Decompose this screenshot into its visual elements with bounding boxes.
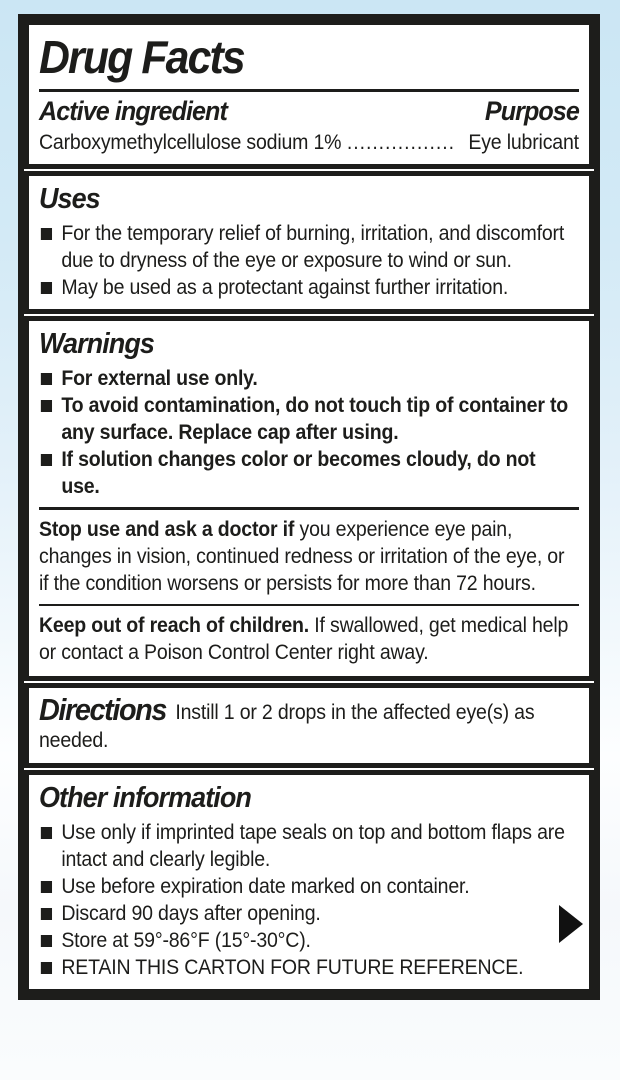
uses-bullet-text: May be used as a protectant against further irritation. (61, 276, 509, 299)
directions-line (39, 692, 579, 755)
purpose-value: Eye lubricant (468, 131, 579, 154)
other-info-bullet-text: Discard 90 days after opening. (61, 902, 321, 925)
warnings-divider (39, 507, 579, 510)
bullet-icon (41, 881, 52, 893)
uses-heading: Uses (39, 183, 100, 215)
drug-facts-title: Drug Facts (39, 31, 244, 83)
keep-out-lead: Keep out of reach of children. (39, 614, 310, 637)
bullet-icon (41, 962, 52, 974)
keep-out-paragraph (39, 612, 579, 666)
section-directions (24, 683, 594, 768)
other-info-bullet-text: Store at 59°-86°F (15°-30°C). (61, 929, 311, 952)
uses-bullet-item (39, 220, 579, 274)
warnings-bullet-item (39, 365, 579, 392)
active-ingredient-heading: Active ingredient (39, 96, 227, 126)
other-info-bullet-item (39, 900, 579, 927)
bullet-icon (41, 908, 52, 920)
continue-arrow-icon (559, 905, 583, 943)
section-warnings (24, 316, 594, 681)
other-info-bullet-item (39, 954, 579, 981)
other-info-bullet-item (39, 873, 579, 900)
warnings-bullet-text: If solution changes color or becomes cloudy, do not use. (61, 448, 536, 498)
uses-bullet-text: For the temporary relief of burning, irritation, and discomfort due to dryness of the eye or exposure to wind or sun. (61, 222, 565, 272)
warnings-bullet-item (39, 392, 579, 446)
warnings-bullet-item (39, 446, 579, 500)
section-title-active-ingredient (24, 20, 594, 169)
title-divider (39, 89, 579, 92)
other-info-bullet-text: RETAIN THIS CARTON FOR FUTURE REFERENCE. (61, 956, 524, 979)
warnings-divider (39, 604, 579, 607)
bullet-icon (41, 935, 52, 947)
bullet-icon (41, 400, 52, 412)
bullet-icon (41, 454, 52, 466)
bullet-icon (41, 827, 52, 839)
stop-use-paragraph (39, 516, 579, 597)
other-info-bullet-text: Use before expiration date marked on container. (61, 875, 470, 898)
bullet-icon (41, 373, 52, 385)
other-info-bullet-item (39, 927, 579, 954)
other-info-bullet-item (39, 819, 579, 873)
leader-dots: ................. (346, 131, 455, 154)
bullet-icon (41, 282, 52, 294)
section-uses (24, 171, 594, 314)
section-other-information (24, 770, 594, 994)
purpose-heading: Purpose (484, 96, 579, 126)
other-information-heading: Other information (39, 782, 251, 814)
bullet-icon (41, 228, 52, 240)
stop-use-lead: Stop use and ask a doctor if (39, 517, 295, 541)
uses-bullet-item (39, 274, 579, 301)
ingredient-name: Carboxymethylcellulose sodium 1% (39, 131, 342, 154)
directions-text: Instill 1 or 2 drops in the affected eye(s) as needed. (39, 701, 535, 752)
directions-heading: Directions (39, 692, 167, 727)
other-info-bullet-text: Use only if imprinted tape seals on top and bottom flaps are intact and clearly legible. (61, 821, 565, 871)
drug-facts-panel (18, 14, 600, 1000)
warnings-bullet-text: To avoid contamination, do not touch tip of container to any surface. Replace cap after using. (61, 394, 569, 444)
active-ingredient-header-row (39, 96, 579, 127)
stop-use-text: you experience eye pain, changes in vision, continued redness or irritation of the eye, or if the condition worsens or persists for more than 72 hours. (39, 517, 565, 595)
warnings-bullet-text: For external use only. (61, 367, 258, 390)
keep-out-text: If swallowed, get medical help or contact a Poison Control Center right away. (39, 614, 569, 664)
ingredient-row (39, 129, 579, 156)
warnings-heading: Warnings (39, 328, 154, 360)
